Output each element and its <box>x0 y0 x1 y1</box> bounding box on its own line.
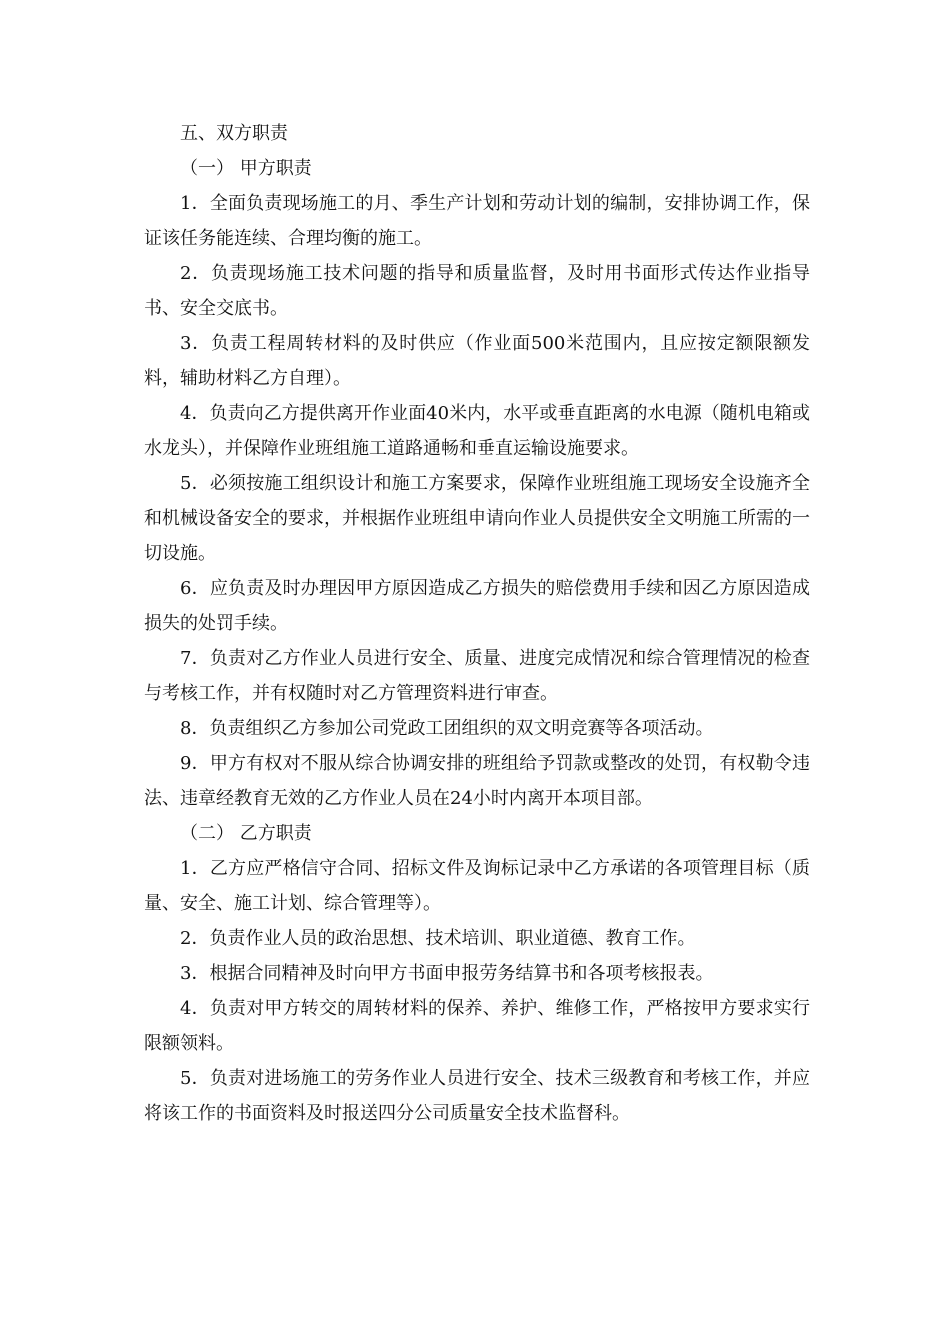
party-b-item: 5．负责对进场施工的劳务作业人员进行安全、技术三级教育和考核工作，并应将该工作的书面资料及时报送四分公司质量安全技术监督科。 <box>144 1068 810 1124</box>
party-a-item: 6．应负责及时办理因甲方原因造成乙方损失的赔偿费用手续和因乙方原因造成损失的处罚手续。 <box>144 578 810 634</box>
party-b-heading: （二） 乙方职责 <box>180 823 312 844</box>
party-b-item: 4．负责对甲方转交的周转材料的保养、养护、维修工作，严格按甲方要求实行限额领料。 <box>144 998 810 1054</box>
party-a-item: 5．必须按施工组织设计和施工方案要求，保障作业班组施工现场安全设施齐全和机械设备安全的要求，并根据作业班组申请向作业人员提供安全文明施工所需的一切设施。 <box>144 473 810 564</box>
section-title: 五、双方职责 <box>180 123 288 144</box>
party-a-item: 2．负责现场施工技术问题的指导和质量监督，及时用书面形式传达作业指导书、安全交底书。 <box>144 263 810 319</box>
party-a-item: 1．全面负责现场施工的月、季生产计划和劳动计划的编制，安排协调工作，保证该任务能连续、合理均衡的施工。 <box>144 193 810 249</box>
party-b-item: 2．负责作业人员的政治思想、技术培训、职业道德、教育工作。 <box>180 928 696 949</box>
party-a-item: 7．负责对乙方作业人员进行安全、质量、进度完成情况和综合管理情况的检查与考核工作，并有权随时对乙方管理资料进行审查。 <box>144 648 810 704</box>
party-a-heading: （一） 甲方职责 <box>180 158 312 179</box>
party-a-item: 9．甲方有权对不服从综合协调安排的班组给予罚款或整改的处罚，有权勒令违法、违章经教育无效的乙方作业人员在24小时内离开本项目部。 <box>144 753 810 809</box>
party-b-item: 1．乙方应严格信守合同、招标文件及询标记录中乙方承诺的各项管理目标（质量、安全、施工计划、综合管理等）。 <box>144 858 810 914</box>
party-a-item: 8．负责组织乙方参加公司党政工团组织的双文明竞赛等各项活动。 <box>180 718 714 739</box>
party-a-item: 4．负责向乙方提供离开作业面40米内，水平或垂直距离的水电源（随机电箱或水龙头），并保障作业班组施工道路通畅和垂直运输设施要求。 <box>144 403 810 459</box>
document-body <box>144 116 810 1131</box>
party-a-item: 3．负责工程周转材料的及时供应（作业面500米范围内，且应按定额限额发料，辅助材料乙方自理）。 <box>144 333 810 389</box>
party-b-item: 3．根据合同精神及时向甲方书面申报劳务结算书和各项考核报表。 <box>180 963 714 984</box>
